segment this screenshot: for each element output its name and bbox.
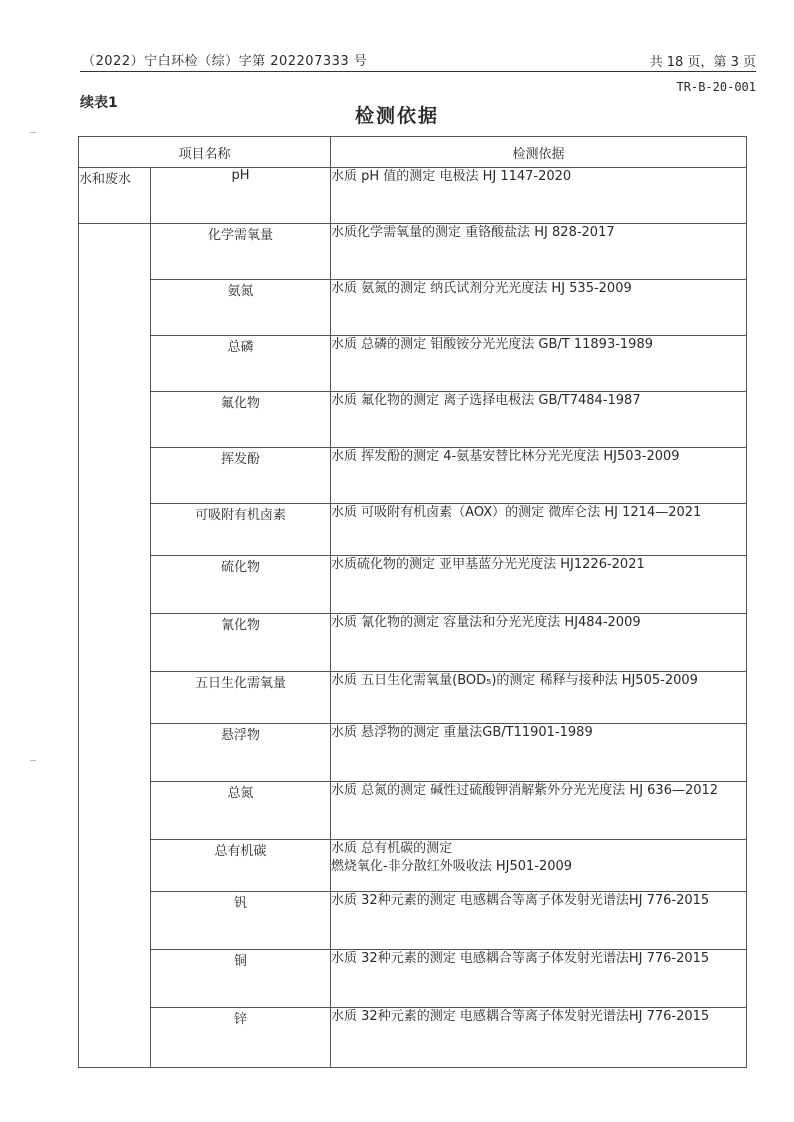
item-name-cell: 氨氮	[151, 280, 331, 336]
header-divider	[80, 71, 756, 72]
item-name-cell: 化学需氧量	[151, 224, 331, 280]
basis-cell: 水质化学需氧量的测定 重铬酸盐法 HJ 828-2017	[331, 224, 747, 280]
category-spacer	[79, 950, 151, 1008]
basis-cell: 水质 总磷的测定 钼酸铵分光光度法 GB/T 11893-1989	[331, 336, 747, 392]
detection-basis-table	[78, 136, 747, 1068]
table-row	[79, 336, 747, 392]
basis-cell: 水质硫化物的测定 亚甲基蓝分光光度法 HJ1226-2021	[331, 556, 747, 614]
category-spacer	[79, 840, 151, 892]
basis-cell: 水质 总有机碳的测定 燃烧氧化-非分散红外吸收法 HJ501-2009	[331, 840, 747, 892]
basis-cell: 水质 氰化物的测定 容量法和分光光度法 HJ484-2009	[331, 614, 747, 672]
category-spacer	[79, 392, 151, 448]
basis-cell: 水质 32种元素的测定 电感耦合等离子体发射光谱法HJ 776-2015	[331, 950, 747, 1008]
basis-cell: 水质 悬浮物的测定 重量法GB/T11901-1989	[331, 724, 747, 782]
item-name-cell: 总氮	[151, 782, 331, 840]
category-spacer	[79, 892, 151, 950]
table-row	[79, 392, 747, 448]
table-row	[79, 950, 747, 1008]
table-row	[79, 168, 747, 224]
page-info: 共 18 页，第 3 页	[649, 55, 756, 70]
table-row	[79, 840, 747, 892]
table-row	[79, 556, 747, 614]
table-row	[79, 224, 747, 280]
scan-mark	[30, 132, 36, 133]
table-row	[79, 448, 747, 504]
scan-mark	[30, 760, 36, 761]
table-label: 续表1	[80, 95, 118, 111]
item-name-cell: 挥发酚	[151, 448, 331, 504]
item-name-cell: 可吸附有机卤素	[151, 504, 331, 556]
basis-cell: 水质 32种元素的测定 电感耦合等离子体发射光谱法HJ 776-2015	[331, 1008, 747, 1068]
table-row	[79, 724, 747, 782]
item-name-cell: 硫化物	[151, 556, 331, 614]
item-name-cell: 五日生化需氧量	[151, 672, 331, 724]
table-row	[79, 892, 747, 950]
category-spacer	[79, 224, 151, 280]
basis-cell: 水质 可吸附有机卤素（AOX）的测定 微库仑法 HJ 1214—2021	[331, 504, 747, 556]
item-name-cell: 总有机碳	[151, 840, 331, 892]
item-name-cell: 氟化物	[151, 392, 331, 448]
category-spacer	[79, 672, 151, 724]
basis-cell: 水质 32种元素的测定 电感耦合等离子体发射光谱法HJ 776-2015	[331, 892, 747, 950]
item-name-cell: 钒	[151, 892, 331, 950]
column-header-basis: 检测依据	[331, 137, 747, 168]
category-spacer	[79, 1008, 151, 1068]
document-code: TR-B-20-001	[676, 80, 756, 94]
category-spacer	[79, 782, 151, 840]
category-spacer	[79, 724, 151, 782]
basis-cell: 水质 氟化物的测定 离子选择电极法 GB/T7484-1987	[331, 392, 747, 448]
report-number: （2022）宁白环检（综）字第 202207333 号	[82, 54, 368, 69]
basis-cell: 水质 pH 值的测定 电极法 HJ 1147-2020	[331, 168, 747, 224]
item-name-cell: 铜	[151, 950, 331, 1008]
table-body	[79, 168, 747, 1068]
page-title: 检测依据	[354, 105, 439, 127]
category-spacer	[79, 614, 151, 672]
table-row	[79, 672, 747, 724]
category-spacer	[79, 556, 151, 614]
category-cell: 水和废水	[79, 168, 151, 224]
basis-cell: 水质 挥发酚的测定 4-氨基安替比林分光光度法 HJ503-2009	[331, 448, 747, 504]
table-row	[79, 280, 747, 336]
table-row	[79, 614, 747, 672]
category-spacer	[79, 280, 151, 336]
category-spacer	[79, 336, 151, 392]
table-row	[79, 504, 747, 556]
item-name-cell: pH	[151, 168, 331, 224]
item-name-cell: 氰化物	[151, 614, 331, 672]
category-spacer	[79, 504, 151, 556]
column-header-item: 项目名称	[79, 137, 331, 168]
item-name-cell: 锌	[151, 1008, 331, 1068]
item-name-cell: 总磷	[151, 336, 331, 392]
category-spacer	[79, 448, 151, 504]
basis-cell: 水质 总氮的测定 碱性过硫酸钾消解紫外分光光度法 HJ 636—2012	[331, 782, 747, 840]
item-name-cell: 悬浮物	[151, 724, 331, 782]
table-row	[79, 782, 747, 840]
basis-cell: 水质 五日生化需氧量(BOD₅)的测定 稀释与接种法 HJ505-2009	[331, 672, 747, 724]
table-row	[79, 1008, 747, 1068]
basis-cell: 水质 氨氮的测定 纳氏试剂分光光度法 HJ 535-2009	[331, 280, 747, 336]
